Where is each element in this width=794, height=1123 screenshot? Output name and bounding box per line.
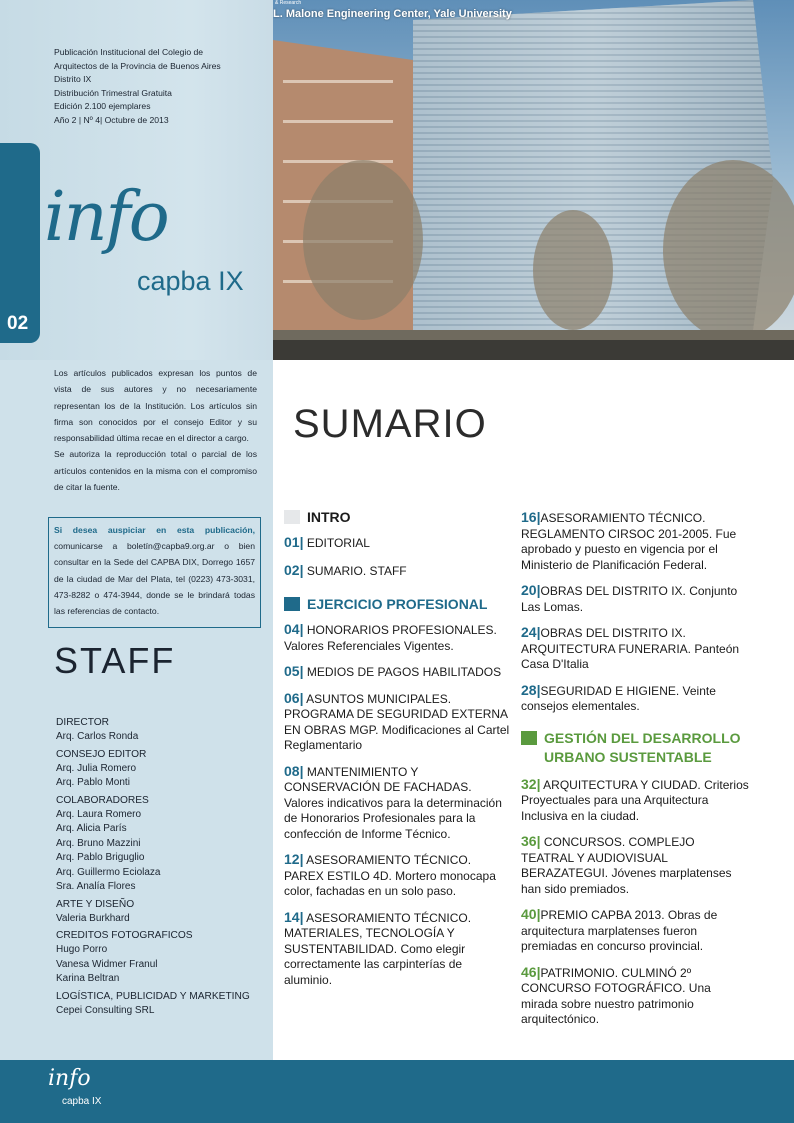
page-number: 02	[7, 313, 29, 334]
publication-line: Distrito IX	[54, 74, 92, 84]
publication-line: Arquitectos de la Provincia de Buenos Aires	[54, 60, 221, 71]
list-item[interactable]	[284, 563, 512, 580]
list-item[interactable]	[521, 510, 749, 573]
staff-role: ARTE Y DISEÑO	[56, 898, 135, 910]
cover-photo	[273, 0, 794, 360]
list-item[interactable]	[284, 910, 512, 989]
item-text: MANTENIMIENTO Y CONSERVACIÓN DE FACHADAS. Valores indicativos para la determinación de Honorarios Profesionales para la confección de Informe Técnico.	[284, 764, 502, 841]
publication-line: Publicación Institucional del Colegio de	[54, 47, 204, 57]
publication-line: Año 2 | Nº 4| Octubre de 2013	[54, 114, 169, 125]
item-number: 46|	[521, 963, 541, 980]
section-ejercicio-profesional	[284, 595, 512, 614]
item-text: PATRIMONIO. CULMINÓ 2º CONCURSO FOTOGRÁFICO. Una mirada sobre nuestro patrimonio arquitectónico.	[521, 965, 711, 1026]
item-text: ASUNTOS MUNICIPALES. PROGRAMA DE SEGURIDAD EXTERNA EN OBRAS MGP. Modificaciones al Cartel Reglamentario	[284, 691, 510, 752]
item-text: SEGURIDAD E HIGIENE. Veinte consejos elementales.	[521, 683, 716, 713]
item-text: HONORARIOS PROFESIONALES. Valores Referenciales Vigentes.	[284, 623, 497, 653]
staff-name: Valeria Burkhard	[56, 912, 130, 924]
footer-bar	[0, 1060, 794, 1123]
disclaimer	[54, 365, 257, 495]
item-number: 08|	[284, 762, 304, 779]
list-item[interactable]	[521, 683, 749, 715]
item-text: SUMARIO. STAFF	[306, 563, 407, 578]
staff-role: DIRECTOR	[56, 717, 110, 728]
list-item[interactable]	[284, 691, 512, 754]
list-item[interactable]	[284, 535, 512, 552]
staff-name: Arq. Bruno Mazzini	[56, 837, 141, 849]
item-number: 36|	[521, 833, 541, 849]
item-number: 04|	[284, 621, 304, 637]
staff-title: STAFF	[54, 640, 176, 681]
staff-name: Arq. Pablo Briguglio	[56, 852, 145, 863]
staff-role: LOGÍSTICA, PUBLICIDAD Y MARKETING	[56, 990, 250, 1002]
item-text: PREMIO CAPBA 2013. Obras de arquitectura marplatenses fueron premiadas en concurso provincial.	[521, 908, 718, 953]
item-number: 06|	[284, 689, 304, 706]
list-item[interactable]	[284, 664, 512, 681]
staff-name: Arq. Guillermo Eciolaza	[56, 866, 161, 878]
staff-role: CREDITOS FOTOGRAFICOS	[56, 930, 193, 941]
staff-name: Arq. Pablo Monti	[56, 777, 130, 788]
staff-name: Vanesa Widmer Franul	[56, 958, 158, 970]
staff-name: Karina Beltran	[56, 973, 120, 984]
staff-name: Arq. Carlos Ronda	[56, 731, 139, 742]
item-text: ASESORAMIENTO TÉCNICO. MATERIALES, TECNOLOGÍA Y SUSTENTABILIDAD. Como elegir correctamente las carpinterías de aluminio.	[284, 910, 472, 987]
item-number: 05|	[284, 663, 304, 679]
sponsor-highlight: Si desea auspiciar en esta publicación,	[54, 525, 255, 535]
logo-capba-subtitle: capba IX	[137, 266, 244, 296]
item-text: ARQUITECTURA Y CIUDAD. Criterios Proyectuales para una Arquitectura Inclusiva en la ciudad.	[521, 777, 749, 823]
list-item[interactable]	[521, 834, 749, 897]
sumario-column-left	[284, 508, 512, 988]
section-title: EJERCICIO PROFESIONAL	[307, 596, 488, 612]
section-intro	[284, 508, 512, 527]
staff-list	[56, 716, 271, 1018]
logo-info-word: info	[44, 178, 168, 257]
photo-caption: L. Malone Engineering Center, Yale University	[273, 8, 512, 20]
list-item[interactable]	[521, 583, 749, 615]
item-text: ASESORAMIENTO TÉCNICO. REGLAMENTO CIRSOC 201-2005. Fue aprobado y puesto en vigencia por el Ministerio de Planificación Federal.	[521, 511, 737, 572]
list-item[interactable]	[284, 852, 512, 900]
footer-logo-info: info	[48, 1066, 91, 1091]
sponsor-text: comunicarse a boletín@capba9.org.ar o bien consultar en la Sede del CAPBA DIX, Dorrego 1657 de la ciudad de Mar del Plata, tel (0223) 473-3031, 473-8282 o 474-3944, donde se le brindará todas las referencias de contacto.	[54, 541, 255, 617]
item-number: 01|	[284, 534, 304, 550]
disclaimer-text-1: Los artículos publicados expresan los puntos de vista de sus autores y no necesariamente representan los de la Institución. Los artículos sin firma son conocidos por el consejo Editor y su responsabilidad última recae en el director a cargo.	[54, 368, 257, 444]
staff-name: Arq. Alicia París	[56, 823, 127, 834]
item-text: ASESORAMIENTO TÉCNICO. PAREX ESTILO 4D. Mortero monocapa color, fachadas en un solo paso.	[284, 853, 496, 898]
staff-role: COLABORADORES	[56, 794, 149, 806]
publication-line: Edición 2.100 ejemplares	[54, 101, 151, 111]
staff-role: CONSEJO EDITOR	[56, 748, 147, 760]
item-text: MEDIOS DE PAGOS HABILITADOS	[306, 665, 502, 679]
item-text: CONCURSOS. COMPLEJO TEATRAL Y AUDIOVISUAL BERAZATEGUI. Jóvenes marplatenses han sido premiados.	[521, 835, 732, 896]
list-item[interactable]	[284, 764, 512, 843]
publication-info	[54, 46, 258, 127]
list-item[interactable]	[284, 622, 512, 654]
item-number: 16|	[521, 509, 541, 525]
staff-name: Cepei Consulting SRL	[56, 1004, 155, 1016]
item-text: OBRAS DEL DISTRITO IX. Conjunto Las Lomas.	[521, 584, 738, 614]
disclaimer-text-2: Se autoriza la reproducción total o parcial de los artículos contenidos en la misma con el compromiso de citar la fuente.	[54, 449, 257, 493]
section-title: GESTIÓN DEL DESARROLLO URBANO SUSTENTABLE	[544, 729, 741, 765]
list-item[interactable]	[521, 625, 749, 673]
staff-name: Arq. Julia Romero	[56, 762, 137, 774]
sponsor-box	[48, 517, 261, 628]
item-number: 02|	[284, 561, 304, 578]
item-text: EDITORIAL	[306, 536, 370, 550]
photo-caption-small: & Research	[275, 0, 302, 6]
list-item[interactable]	[521, 907, 749, 955]
sumario-title: SUMARIO	[293, 402, 487, 446]
item-text: OBRAS DEL DISTRITO IX. ARQUITECTURA FUNERARIA. Panteón Casa D'Italia	[521, 626, 740, 671]
list-item[interactable]	[521, 965, 749, 1028]
staff-name: Arq. Laura Romero	[56, 808, 142, 820]
square-bullet-icon	[284, 510, 300, 524]
page-number-tab	[0, 143, 40, 343]
staff-name: Sra. Analía Flores	[56, 881, 136, 892]
publication-line: Distribución Trimestral Gratuita	[54, 87, 172, 98]
item-number: 32|	[521, 775, 541, 792]
footer-logo-capba: capba IX	[62, 1096, 102, 1107]
section-title: INTRO	[307, 509, 351, 525]
sumario-column-right	[521, 510, 749, 1028]
list-item[interactable]	[521, 777, 749, 825]
item-number: 28|	[521, 681, 541, 698]
item-number: 24|	[521, 624, 541, 640]
building-illustration	[273, 0, 794, 360]
square-bullet-icon	[521, 731, 537, 745]
staff-name: Hugo Porro	[56, 944, 108, 955]
item-number: 40|	[521, 906, 541, 922]
square-bullet-icon	[284, 597, 300, 611]
section-gestion-desarrollo	[521, 729, 749, 767]
item-number: 20|	[521, 582, 541, 598]
item-number: 12|	[284, 851, 304, 867]
item-number: 14|	[284, 908, 304, 925]
